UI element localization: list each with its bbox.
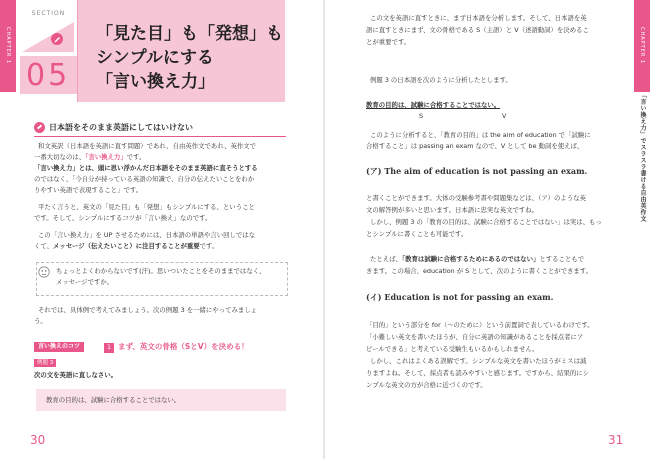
r-paragraph-6-line-4: しかし、これはよくある誤解です。シンプルな英文を書いたほうがミスは減 <box>370 357 587 365</box>
sub-heading-rule <box>34 136 286 137</box>
pencil-icon <box>51 33 63 45</box>
tip-tag: 言い換えのコツ <box>34 342 84 352</box>
example-sentence: 教育の目的は、試験に合格することではない。 <box>46 396 181 404</box>
r-paragraph-1-line-3: とが重要です。 <box>366 38 411 46</box>
r-paragraph-5-line-1: たとえば、「教育は試験に合格するためにあるのではない」とすることもで <box>370 255 585 263</box>
r-paragraph-3-line-2: 合格すること」は passing an exam なので、V として be 動詞を使えば、 <box>366 142 584 150</box>
r-paragraph-6-line-6: ンプルな英文の方が合格に近づくのです。 <box>366 381 487 389</box>
example-tag: 例題 3 <box>34 359 56 367</box>
r-paragraph-6-line-2: 「小難しい英文を書いたほうが、自分に英語の知識があることを採点者にア <box>366 333 584 341</box>
side-index-text: 「言い換え力」でスラスラ書ける自由英作文 <box>639 92 646 222</box>
r-paragraph-6-line-3: ピールできる」と考えている受験生もいるかもしれません。 <box>366 345 539 353</box>
chapter-tab-left: CHAPTER 1 <box>0 0 16 92</box>
sub-heading <box>34 122 193 133</box>
r-paragraph-4-line-2: 文の解答例が多いと思います。日本語に忠実な英文ですね。 <box>366 206 539 214</box>
analysis-sentence: 教育の目的は、試験に合格することではない。 <box>366 101 501 109</box>
right-page <box>325 0 650 459</box>
analysis-subject-label: S <box>419 112 424 120</box>
r-paragraph-1-line-2: 語に直すときにまず、文の骨格である S（主語）と V（述語動詞）を決めるこ <box>366 26 589 34</box>
r-paragraph-3-line-1: このように分析すると、「教育の目的」は the aim of education で「試験に <box>370 131 591 139</box>
paragraph-2-line-2: です。そして、シンプルにするコツが「言い換え」なのです。 <box>34 214 212 222</box>
r-paragraph-1-line-1: この文を英語に直すときに、まず日本語を分析します。そして、日本語を英 <box>370 14 587 22</box>
title-line-2: シンプルにする <box>96 48 214 68</box>
section-label: SECTION <box>20 8 77 20</box>
sub-heading-text: 日本語をそのまま英語にしてはいけない <box>49 123 193 132</box>
chapter-tab-right: CHAPTER 1 <box>634 0 650 92</box>
paragraph-2-line-1: 平たく言うと、英文の「見た目」も「発想」もシンプルにする、ということ <box>38 203 255 211</box>
paragraph-1-line-4: のではなく、「今自分が持っている英語の知識で、自分の伝えたいことをわか <box>34 175 255 183</box>
paragraph-1-line-2: 一番大切なのは、「言い換え力」です。 <box>34 153 146 161</box>
student-face-icon <box>38 266 50 278</box>
student-comment-line-1: ちょっとよくわからないです(汗)。思いついたことをそのままではなく、 <box>56 267 266 275</box>
r-paragraph-4-line-4: とシンプルに書くことも可能です。 <box>366 230 468 238</box>
page-number-right: 31 <box>608 433 624 447</box>
paragraph-4-line-1: それでは、具体例で考えてみましょう。次の例題 3 を一緒にやってみましょ <box>38 306 258 314</box>
r-paragraph-4-line-1: と書くことができます。大体の受験参考書や問題集などは、（ア）のような英 <box>366 194 586 202</box>
english-sentence-a: (ア) The aim of education is not passing an exam. <box>366 166 588 176</box>
paragraph-4-line-2: う。 <box>34 317 47 325</box>
analysis-verb-label: V <box>502 112 507 120</box>
page-title <box>96 22 286 94</box>
tip-number: 1 <box>103 342 115 354</box>
student-comment-line-2: メッセージですか。 <box>56 278 114 286</box>
title-line-1: 「見た目」も「発想」も <box>96 24 283 44</box>
r-paragraph-6-line-5: りますよね。そして、採点者も読みやすいと感じます。ですから、結果的にシ <box>366 369 590 377</box>
paragraph-1-line-1: 和文英訳（日本語を英語に直す問題）であれ、自由英作文であれ、英作文で <box>38 142 257 150</box>
paragraph-3-line-2: くて、メッセージ（伝えたいこと）に注目することが重要です。 <box>34 242 219 250</box>
pencil-bullet-icon <box>34 122 45 133</box>
paragraph-1-line-5: りやすい英語で表現すること」です。 <box>34 186 143 194</box>
r-paragraph-5-line-2: きます。この場合、education が S として、次のように書くことができます。 <box>366 267 593 275</box>
page-number-left: 30 <box>30 433 46 447</box>
r-paragraph-6-line-1: 「目的」という部分を for（～のために）という前置詞で表しているわけです。 <box>366 321 594 329</box>
tip-heading: まず、英文の骨格（SとV）を決める！ <box>118 342 249 351</box>
paragraph-1-line-3: 「言い換え力」とは、頭に思い浮かんだ日本語をそのまま英語に直そうとする <box>34 164 258 172</box>
title-line-3: 「言い換え力」 <box>96 72 215 92</box>
section-diagonal-decoration <box>22 22 74 52</box>
english-sentence-b: (イ) Education is not for passing an exam. <box>366 292 554 302</box>
example-instruction: 次の文を英語に直しなさい。 <box>34 371 118 379</box>
r-paragraph-2: 例題 3 の日本語を次のように分析したとします。 <box>370 76 512 84</box>
paragraph-3-line-1: この「言い換え力」を UP させるためには、日本語の単語や言い回しではな <box>38 231 256 239</box>
r-paragraph-4-line-3: しかし、例題 3 の「教育の目的は、試験に合格することではない」は実は、もっ <box>370 218 602 226</box>
section-number: 05 <box>26 58 71 93</box>
